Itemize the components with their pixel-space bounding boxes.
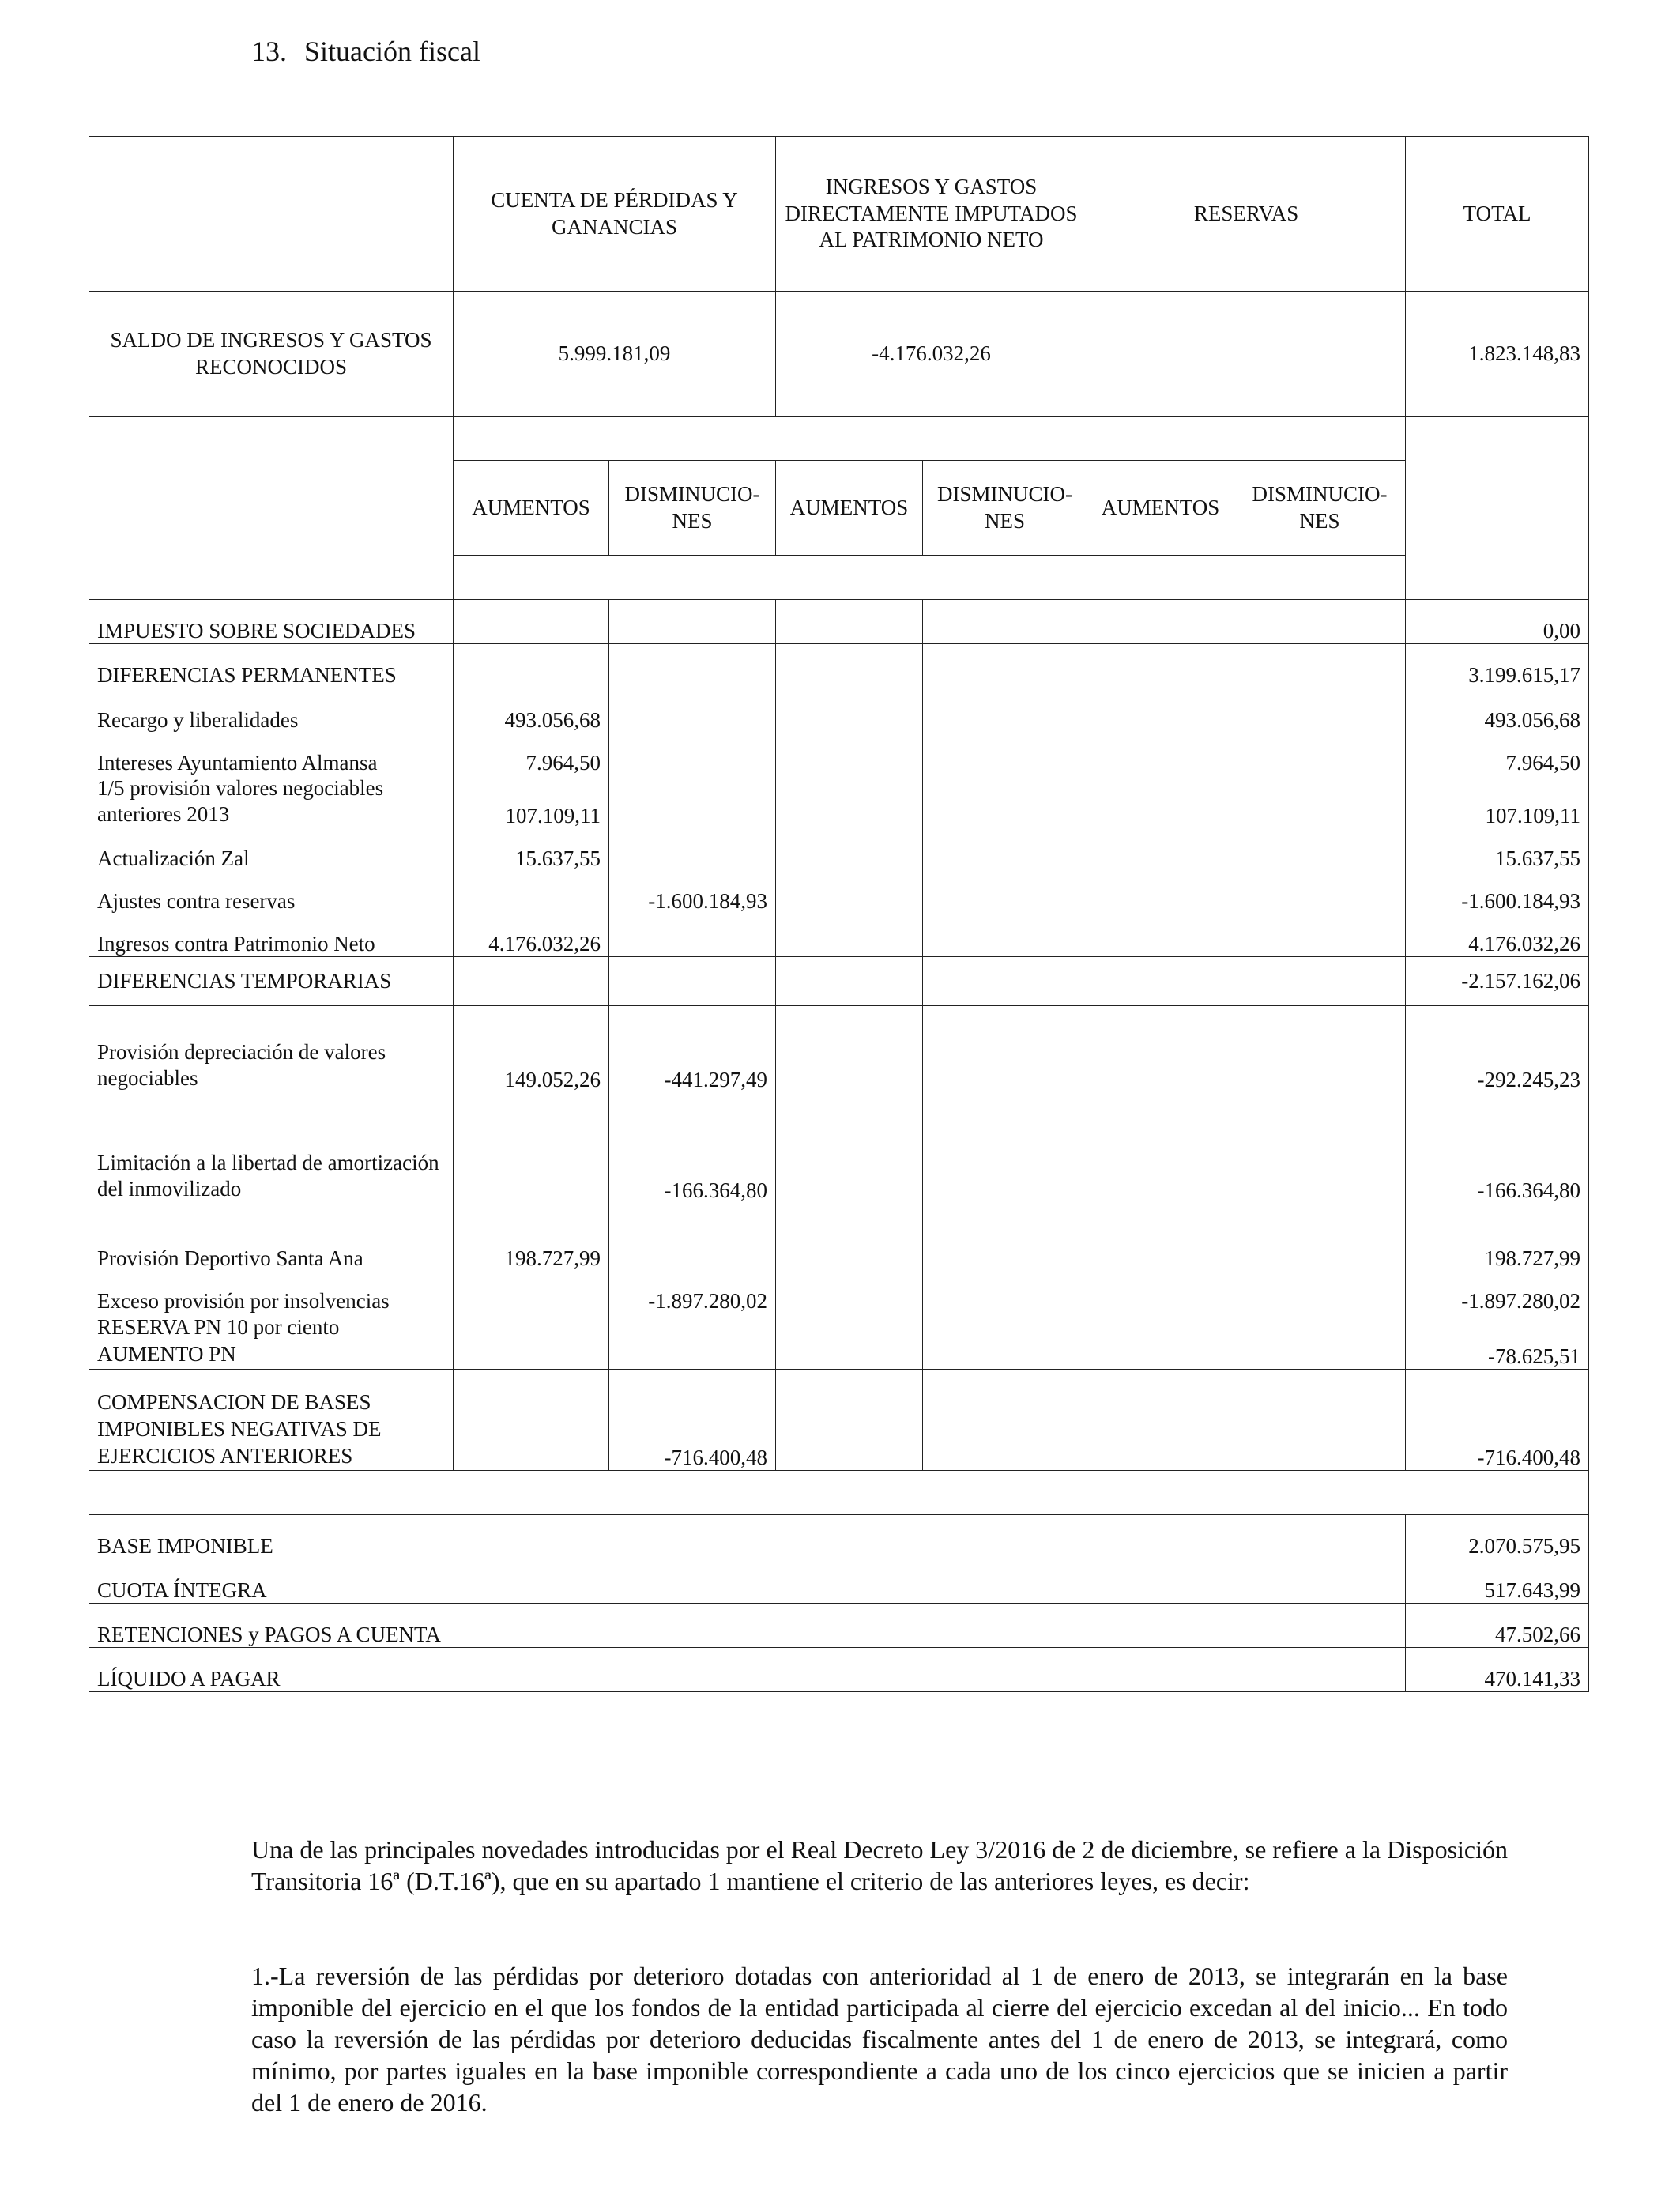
- row-exceso-provision: [89, 1271, 1589, 1314]
- row-intereses: [89, 733, 1589, 775]
- row-provision-depreciacion: [89, 1005, 1589, 1092]
- row-disminuciones: -166.364,80: [609, 1092, 776, 1203]
- section-title: Situación fiscal: [304, 36, 480, 67]
- subheader-disminuciones-pyg: DISMINUCIO-NES: [609, 461, 776, 556]
- subheader-aumentos-ingresos: AUMENTOS: [776, 461, 923, 556]
- subheader-empty-left: [89, 417, 454, 600]
- row-label: Provisión depreciación de valores negociables: [89, 1005, 454, 1092]
- row-total: 2.070.575,95: [1406, 1514, 1589, 1559]
- row-ajustes-reservas: [89, 871, 1589, 914]
- subheader-spacer-top: [89, 417, 1589, 461]
- header-empty-cell: [89, 137, 454, 292]
- row-label: Recargo y liberalidades: [89, 688, 454, 733]
- subheader-aumentos-pyg: AUMENTOS: [454, 461, 609, 556]
- row-cuota-integra: [89, 1559, 1589, 1603]
- row-label: Ingresos contra Patrimonio Neto: [89, 914, 454, 956]
- row-label: IMPUESTO SOBRE SOCIEDADES: [89, 600, 454, 644]
- row-blank: [89, 1470, 1589, 1514]
- row-disminuciones: -1.600.184,93: [609, 871, 776, 914]
- row-total: 517.643,99: [1406, 1559, 1589, 1603]
- header-row: [89, 137, 1589, 292]
- row-label: Exceso provisión por insolvencias: [89, 1271, 454, 1314]
- row-total: 47.502,66: [1406, 1603, 1589, 1647]
- row-limitacion-amortizacion: [89, 1092, 1589, 1203]
- row-total: -716.400,48: [1406, 1369, 1589, 1470]
- row-label: Ajustes contra reservas: [89, 871, 454, 914]
- row-provision-quinta-parte: [89, 775, 1589, 829]
- row-total: 3.199.615,17: [1406, 644, 1589, 688]
- header-ingresos-gastos: INGRESOS Y GASTOS DIRECTAMENTE IMPUTADOS AL PATRIMONIO NETO: [776, 137, 1087, 292]
- row-total: 107.109,11: [1406, 775, 1589, 829]
- row-total: 7.964,50: [1406, 733, 1589, 775]
- row-aumentos: 107.109,11: [454, 775, 609, 829]
- row-aumentos: 7.964,50: [454, 733, 609, 775]
- row-disminuciones: -716.400,48: [609, 1369, 776, 1470]
- row-base-imponible: [89, 1514, 1589, 1559]
- section-number: 13.: [251, 36, 287, 67]
- tax-reconciliation-table: [89, 136, 1589, 1692]
- saldo-label: SALDO DE INGRESOS Y GASTOS RECONOCIDOS: [89, 292, 454, 417]
- row-aumentos: 4.176.032,26: [454, 914, 609, 956]
- header-reservas: RESERVAS: [1087, 137, 1406, 292]
- subheader-disminuciones-reservas: DISMINUCIO-NES: [1234, 461, 1406, 556]
- row-aumentos: 149.052,26: [454, 1005, 609, 1092]
- row-total: 198.727,99: [1406, 1203, 1589, 1271]
- row-total: -166.364,80: [1406, 1092, 1589, 1203]
- subheader-empty-right: [1406, 417, 1589, 600]
- header-pyg: CUENTA DE PÉRDIDAS Y GANANCIAS: [454, 137, 776, 292]
- row-provision-deportivo: [89, 1203, 1589, 1271]
- row-total: -2.157.162,06: [1406, 956, 1589, 1005]
- header-total: TOTAL: [1406, 137, 1589, 292]
- row-total: 470.141,33: [1406, 1647, 1589, 1691]
- row-retenciones: [89, 1603, 1589, 1647]
- row-ingresos-patrimonio: [89, 914, 1589, 956]
- row-label: LÍQUIDO A PAGAR: [89, 1647, 1406, 1691]
- row-total: 493.056,68: [1406, 688, 1589, 733]
- saldo-ingresos: -4.176.032,26: [776, 292, 1087, 417]
- subheader-blank-top: [454, 417, 1406, 461]
- subheader-blank-bottom: [454, 556, 1406, 600]
- row-label: CUOTA ÍNTEGRA: [89, 1559, 1406, 1603]
- saldo-row: [89, 292, 1589, 417]
- row-label: RESERVA PN 10 por ciento AUMENTO PN: [89, 1314, 454, 1369]
- row-disminuciones: -1.897.280,02: [609, 1271, 776, 1314]
- row-reserva-pn: [89, 1314, 1589, 1369]
- row-label: BASE IMPONIBLE: [89, 1514, 1406, 1559]
- paragraph-novedades: Una de las principales novedades introducidas por el Real Decreto Ley 3/2016 de 2 de diciembre, se refiere a la Disposición Transitoria 16ª (D.T.16ª), que en su apartado 1 mantiene el criterio de las anteriores leyes, es decir:: [251, 1835, 1508, 1895]
- row-recargo: [89, 688, 1589, 733]
- row-total: -292.245,23: [1406, 1005, 1589, 1092]
- row-aumentos: 493.056,68: [454, 688, 609, 733]
- row-total: -78.625,51: [1406, 1314, 1589, 1369]
- row-liquido-pagar: [89, 1647, 1589, 1691]
- section-heading: [251, 35, 480, 68]
- row-label: Provisión Deportivo Santa Ana: [89, 1203, 454, 1271]
- row-total: 15.637,55: [1406, 828, 1589, 871]
- row-label: 1/5 provisión valores negociables anteriores 2013: [89, 775, 454, 829]
- row-total: -1.600.184,93: [1406, 871, 1589, 914]
- saldo-pyg: 5.999.181,09: [454, 292, 776, 417]
- row-total: 0,00: [1406, 600, 1589, 644]
- row-total: -1.897.280,02: [1406, 1271, 1589, 1314]
- row-label: Actualización Zal: [89, 828, 454, 871]
- row-label: COMPENSACION DE BASES IMPONIBLES NEGATIVAS DE EJERCICIOS ANTERIORES: [89, 1369, 454, 1470]
- row-disminuciones: -441.297,49: [609, 1005, 776, 1092]
- row-zal: [89, 828, 1589, 871]
- blank-cell: [89, 1470, 1589, 1514]
- subheader-disminuciones-ingresos: DISMINUCIO-NES: [923, 461, 1087, 556]
- row-diferencias-temporarias: [89, 956, 1589, 1005]
- subheader-aumentos-reservas: AUMENTOS: [1087, 461, 1234, 556]
- paragraph-reversion: 1.-La reversión de las pérdidas por deterioro dotadas con anterioridad al 1 de enero de 2013, se integrarán en la base imponible del ejercicio en el que los fondos de la entidad participada al cierre del ejercicio excedan al del inicio... En todo caso la reversión de las pérdidas por deterioro deducidas fiscalmente antes del 1 de enero de 2013, se integrará, como mínimo, por partes iguales en la base imponible correspondiente a cada uno de los cinco ejercicios que se inicien a partir del 1 de enero de 2016.: [251, 1962, 1508, 2117]
- row-label: Intereses Ayuntamiento Almansa: [89, 733, 454, 775]
- row-compensacion-bases: [89, 1369, 1589, 1470]
- row-aumentos: 15.637,55: [454, 828, 609, 871]
- row-label: DIFERENCIAS TEMPORARIAS: [89, 956, 454, 1005]
- row-label: Limitación a la libertad de amortización del inmovilizado: [89, 1092, 454, 1203]
- row-aumentos: 198.727,99: [454, 1203, 609, 1271]
- saldo-total: 1.823.148,83: [1406, 292, 1589, 417]
- row-impuesto: [89, 600, 1589, 644]
- row-label: DIFERENCIAS PERMANENTES: [89, 644, 454, 688]
- row-diferencias-permanentes: [89, 644, 1589, 688]
- saldo-reservas: [1087, 292, 1406, 417]
- row-total: 4.176.032,26: [1406, 914, 1589, 956]
- row-label: RETENCIONES y PAGOS A CUENTA: [89, 1603, 1406, 1647]
